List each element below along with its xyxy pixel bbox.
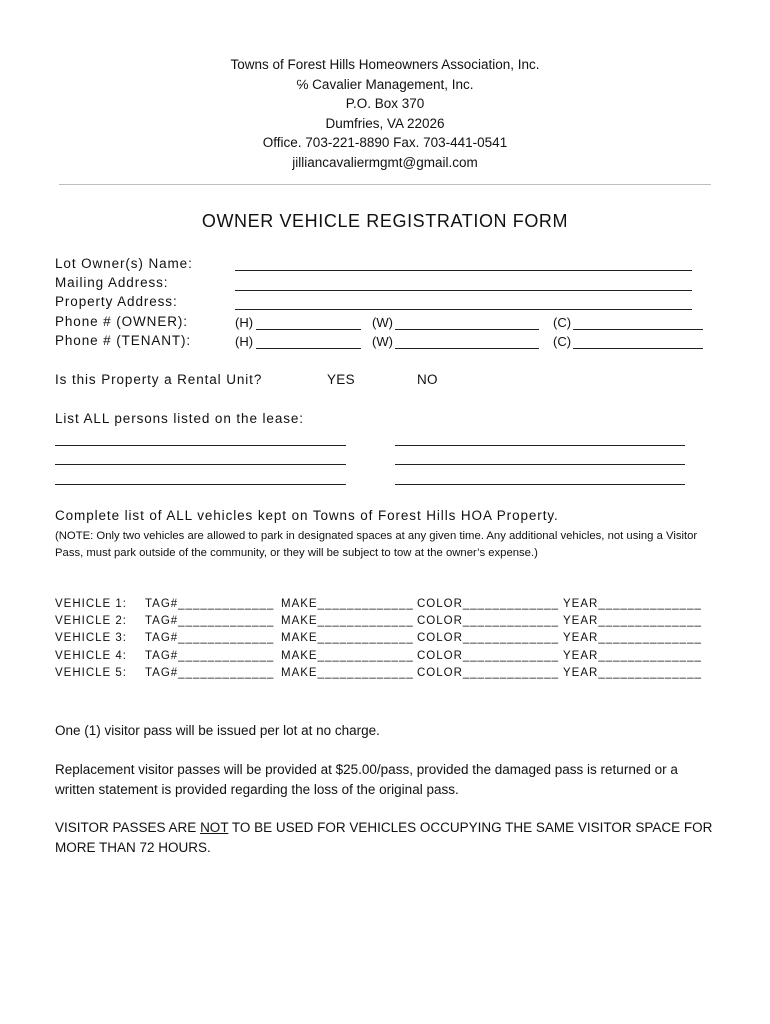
- year-field[interactable]: YEAR______________: [563, 667, 702, 679]
- owner-name-field[interactable]: [235, 270, 692, 271]
- rental-yes-option[interactable]: YES: [327, 372, 355, 387]
- year-field[interactable]: YEAR______________: [563, 598, 702, 610]
- year-field[interactable]: YEAR______________: [563, 632, 702, 644]
- property-address-label: Property Address:: [55, 294, 178, 309]
- owner-cell-phone-field[interactable]: [573, 329, 703, 330]
- owner-work-prefix: (W): [372, 315, 393, 330]
- year-field[interactable]: YEAR______________: [563, 615, 702, 627]
- city-state-zip: Dumfries, VA 22026: [325, 115, 445, 131]
- po-box: P.O. Box 370: [345, 96, 425, 112]
- vehicle-label: VEHICLE 5:: [55, 667, 127, 679]
- vehicles-heading: Complete list of ALL vehicles kept on Towns of Forest Hills HOA Property.: [55, 508, 559, 523]
- tenant-home-prefix: (H): [235, 334, 254, 349]
- warning-text-start: VISITOR PASSES ARE: [55, 820, 201, 835]
- property-address-field[interactable]: [235, 309, 692, 310]
- visitor-pass-warning: [55, 818, 715, 857]
- lease-person-field-1[interactable]: [55, 445, 346, 446]
- make-field[interactable]: MAKE_____________: [281, 598, 414, 610]
- vehicle-label: VEHICLE 3:: [55, 632, 127, 644]
- owner-home-prefix: (H): [235, 315, 254, 330]
- mailing-address-label: Mailing Address:: [55, 275, 169, 290]
- phone-tenant-label: Phone # (TENANT):: [55, 333, 192, 348]
- tenant-work-prefix: (W): [372, 334, 393, 349]
- parking-note: (NOTE: Only two vehicles are allowed to park in designated spaces at any given time. Any additional vehicles, not using a Visitor Pass, must park outside of the community, or they will be subject to tow at the owner’s expense.): [55, 530, 698, 560]
- lease-person-field-3[interactable]: [55, 464, 346, 465]
- tenant-work-phone-field[interactable]: [395, 348, 539, 349]
- tag-field[interactable]: TAG#_____________: [145, 650, 275, 662]
- color-field[interactable]: COLOR_____________: [417, 667, 560, 679]
- vehicle-label: VEHICLE 1:: [55, 598, 127, 610]
- letterhead: [0, 55, 770, 173]
- visitor-pass-paragraph: One (1) visitor pass will be issued per lot at no charge.: [55, 723, 380, 738]
- tenant-home-phone-field[interactable]: [256, 348, 361, 349]
- color-field[interactable]: COLOR_____________: [417, 598, 560, 610]
- lease-person-field-6[interactable]: [395, 484, 685, 485]
- tag-field[interactable]: TAG#_____________: [145, 598, 275, 610]
- owner-home-phone-field[interactable]: [256, 329, 361, 330]
- header-divider: [59, 184, 711, 185]
- vehicle-label: VEHICLE 4:: [55, 650, 127, 662]
- owner-name-label: Lot Owner(s) Name:: [55, 256, 193, 271]
- color-field[interactable]: COLOR_____________: [417, 650, 560, 662]
- tag-field[interactable]: TAG#_____________: [145, 615, 275, 627]
- make-field[interactable]: MAKE_____________: [281, 632, 414, 644]
- tenant-cell-prefix: (C): [553, 334, 572, 349]
- replacement-pass-paragraph: Replacement visitor passes will be provided at $25.00/pass, provided the damaged pass is returned or a written statement is provided regarding the loss of the original pass.: [55, 762, 678, 797]
- owner-work-phone-field[interactable]: [395, 329, 539, 330]
- rental-question: Is this Property a Rental Unit?: [55, 372, 263, 387]
- tag-field[interactable]: TAG#_____________: [145, 667, 275, 679]
- owner-cell-prefix: (C): [553, 315, 572, 330]
- form-title: OWNER VEHICLE REGISTRATION FORM: [201, 211, 569, 231]
- make-field[interactable]: MAKE_____________: [281, 615, 414, 627]
- color-field[interactable]: COLOR_____________: [417, 632, 560, 644]
- lease-person-field-4[interactable]: [395, 464, 685, 465]
- lease-person-field-5[interactable]: [55, 484, 346, 485]
- tag-field[interactable]: TAG#_____________: [145, 632, 275, 644]
- office-fax: Office. 703-221-8890 Fax. 703-441-0541: [262, 135, 508, 151]
- make-field[interactable]: MAKE_____________: [281, 650, 414, 662]
- lease-person-field-2[interactable]: [395, 445, 685, 446]
- warning-emphasis: NOT: [200, 820, 229, 835]
- phone-owner-label: Phone # (OWNER):: [55, 314, 188, 329]
- management-company: ℅ Cavalier Management, Inc.: [296, 76, 474, 92]
- lease-persons-label: List ALL persons listed on the lease:: [55, 411, 304, 426]
- mailing-address-field[interactable]: [235, 290, 692, 291]
- email: jilliancavaliermgmt@gmail.com: [292, 154, 478, 170]
- association-name: Towns of Forest Hills Homeowners Association, Inc.: [230, 57, 540, 72]
- vehicle-label: VEHICLE 2:: [55, 615, 127, 627]
- warning-text-end: TO BE USED FOR VEHICLES OCCUPYING THE SAME VISITOR SPACE FOR MORE THAN 72 HOURS.: [55, 820, 713, 855]
- color-field[interactable]: COLOR_____________: [417, 615, 560, 627]
- rental-no-option[interactable]: NO: [417, 372, 438, 387]
- make-field[interactable]: MAKE_____________: [281, 667, 414, 679]
- year-field[interactable]: YEAR______________: [563, 650, 702, 662]
- tenant-cell-phone-field[interactable]: [573, 348, 703, 349]
